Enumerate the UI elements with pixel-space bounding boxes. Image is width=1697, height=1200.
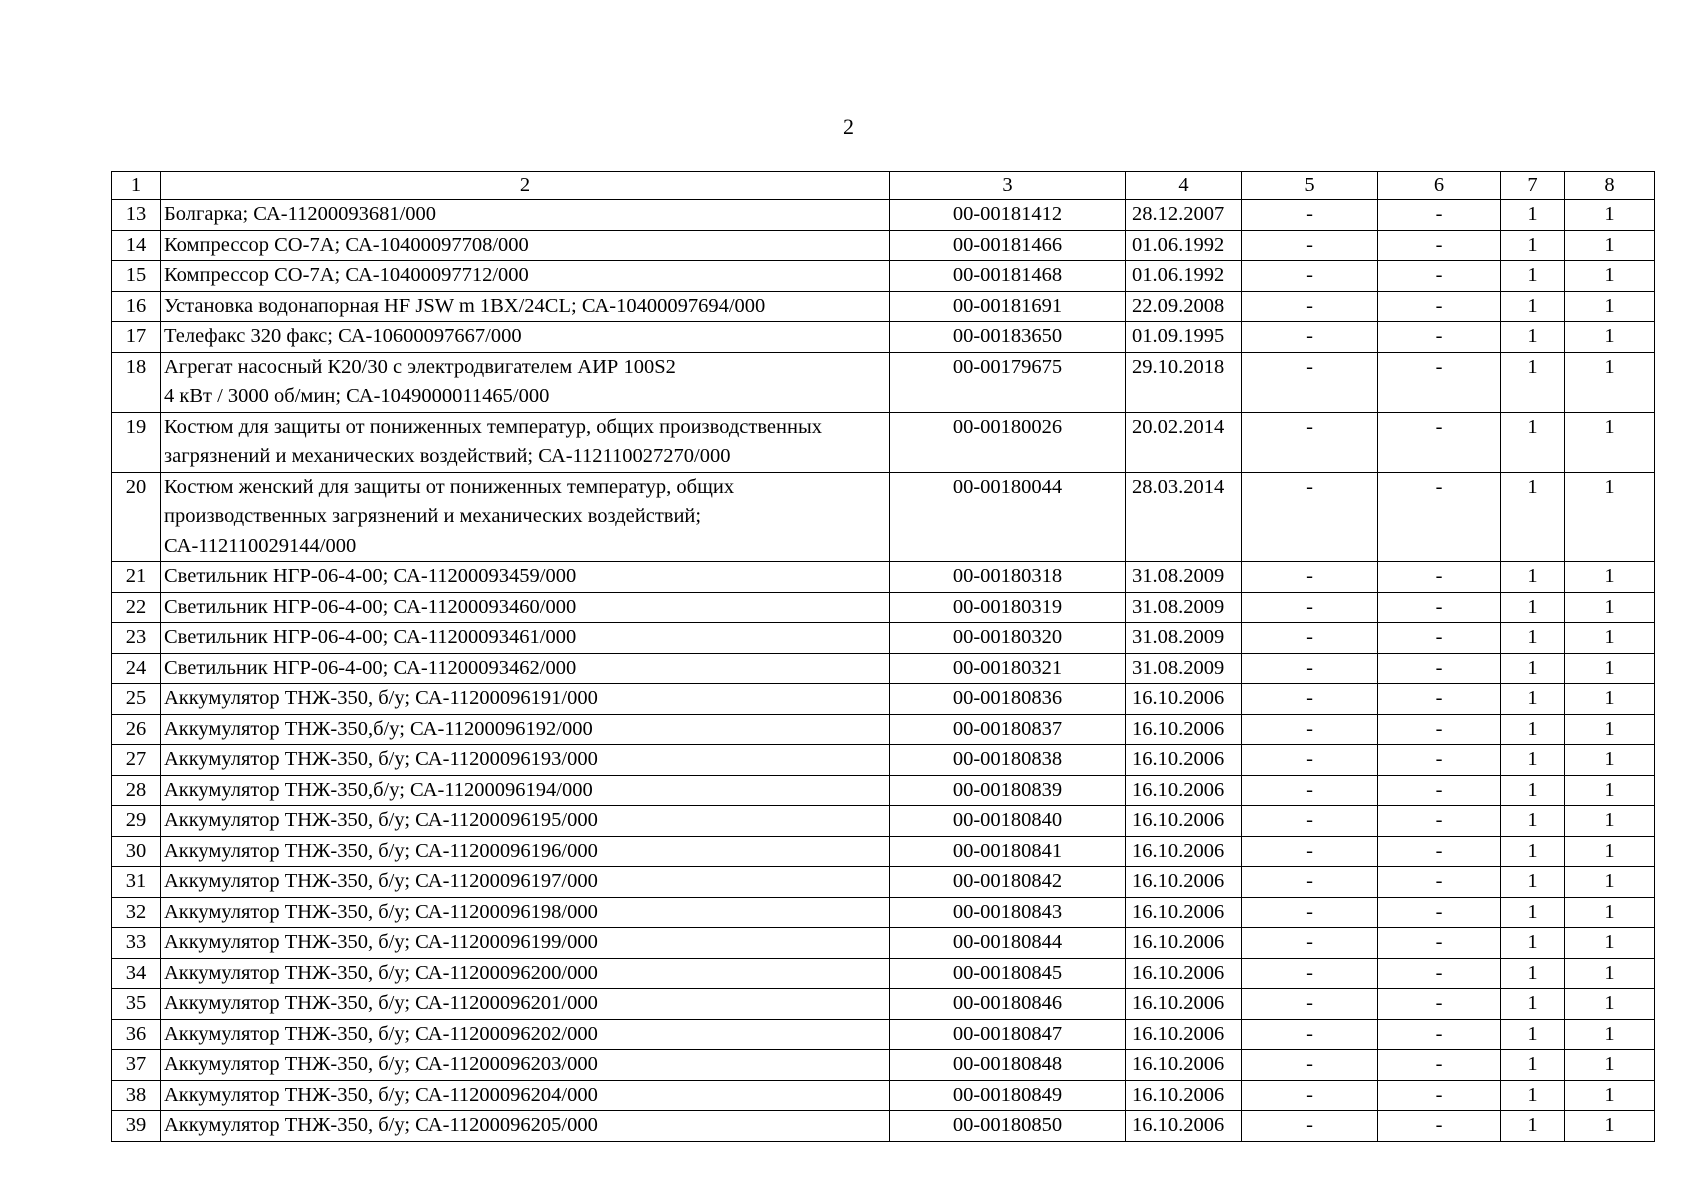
table-row: [112, 322, 1655, 353]
column-7-cell: 1: [1501, 562, 1565, 593]
column-6-cell: -: [1378, 714, 1501, 745]
column-5-cell: -: [1242, 745, 1378, 776]
header-cell-3: 3: [890, 172, 1126, 200]
column-6-cell: -: [1378, 261, 1501, 292]
item-name-line: Светильник НГР-06-4-00; СА-11200093459/000: [164, 565, 577, 587]
item-name-line: Аккумулятор ТНЖ-350,б/у; СА-11200096194/000: [164, 778, 593, 801]
table-row: [112, 775, 1655, 806]
date-cell: 16.10.2006: [1126, 958, 1242, 989]
column-5-cell: -: [1242, 322, 1378, 353]
column-6-cell: -: [1378, 775, 1501, 806]
column-8-cell: 1: [1565, 684, 1655, 715]
table-row: [112, 261, 1655, 292]
column-8-cell: 1: [1565, 200, 1655, 231]
item-name-line: Телефакс 320 факс; СА-10600097667/000: [164, 325, 522, 347]
header-cell-2: 2: [161, 172, 890, 200]
inventory-number-cell: 00-00180320: [890, 623, 1126, 654]
date-cell: 31.08.2009: [1126, 653, 1242, 684]
column-7-cell: 1: [1501, 653, 1565, 684]
inventory-number-cell: 00-00181412: [890, 200, 1126, 231]
column-8-cell: 1: [1565, 592, 1655, 623]
table-row: [112, 200, 1655, 231]
item-name-cell: [161, 775, 890, 806]
item-name-line: Агрегат насосный К20/30 с электродвигателем АИР 100S2: [164, 355, 676, 378]
row-number-cell: 24: [112, 653, 161, 684]
column-6-cell: -: [1378, 200, 1501, 231]
column-5-cell: -: [1242, 653, 1378, 684]
column-8-cell: 1: [1565, 958, 1655, 989]
item-name-line: Аккумулятор ТНЖ-350, б/у; СА-11200096201/000: [164, 992, 598, 1014]
inventory-number-cell: 00-00180839: [890, 775, 1126, 806]
table-row: [112, 352, 1655, 412]
inventory-number-cell: 00-00180847: [890, 1019, 1126, 1050]
inventory-number-cell: 00-00180850: [890, 1111, 1126, 1142]
column-5-cell: -: [1242, 836, 1378, 867]
column-8-cell: 1: [1565, 928, 1655, 959]
table-row: [112, 1080, 1655, 1111]
column-8-cell: 1: [1565, 806, 1655, 837]
row-number-cell: 21: [112, 562, 161, 593]
header-cell-4: 4: [1126, 172, 1242, 200]
date-cell: 01.06.1992: [1126, 261, 1242, 292]
column-6-cell: -: [1378, 653, 1501, 684]
column-7-cell: 1: [1501, 230, 1565, 261]
date-cell: 16.10.2006: [1126, 684, 1242, 715]
column-5-cell: -: [1242, 472, 1378, 562]
row-number-cell: 33: [112, 928, 161, 959]
column-8-cell: 1: [1565, 897, 1655, 928]
column-7-cell: 1: [1501, 684, 1565, 715]
inventory-number-cell: 00-00180319: [890, 592, 1126, 623]
item-name-line: Аккумулятор ТНЖ-350, б/у; СА-11200096205/000: [164, 1114, 598, 1136]
item-name-cell: [161, 472, 890, 562]
inventory-number-cell: 00-00180318: [890, 562, 1126, 593]
item-name-line: загрязнений и механических воздействий; СА-112110027270/000: [164, 445, 731, 467]
item-name-line: Аккумулятор ТНЖ-350, б/у; СА-11200096193/000: [164, 748, 598, 770]
date-cell: 16.10.2006: [1126, 897, 1242, 928]
inventory-number-cell: 00-00179675: [890, 352, 1126, 412]
column-8-cell: 1: [1565, 291, 1655, 322]
row-number-cell: 23: [112, 623, 161, 654]
column-7-cell: 1: [1501, 745, 1565, 776]
column-5-cell: -: [1242, 867, 1378, 898]
column-6-cell: -: [1378, 322, 1501, 353]
row-number-cell: 28: [112, 775, 161, 806]
date-cell: 01.06.1992: [1126, 230, 1242, 261]
column-5-cell: -: [1242, 775, 1378, 806]
date-cell: 20.02.2014: [1126, 412, 1242, 472]
item-name-line: Светильник НГР-06-4-00; СА-11200093462/000: [164, 656, 577, 679]
item-name-cell: [161, 1019, 890, 1050]
item-name-cell: [161, 867, 890, 898]
column-8-cell: 1: [1565, 322, 1655, 353]
item-name-line: Аккумулятор ТНЖ-350, б/у; СА-11200096199/000: [164, 931, 598, 953]
table-row: [112, 623, 1655, 654]
header-cell-7: 7: [1501, 172, 1565, 200]
item-name-line: Аккумулятор ТНЖ-350, б/у; СА-11200096191/000: [164, 687, 598, 709]
inventory-number-cell: 00-00180044: [890, 472, 1126, 562]
item-name-cell: [161, 623, 890, 654]
column-8-cell: 1: [1565, 775, 1655, 806]
item-name-line: Компрессор СО-7А; СА-10400097712/000: [164, 264, 529, 286]
table-row: [112, 897, 1655, 928]
column-6-cell: -: [1378, 230, 1501, 261]
column-6-cell: -: [1378, 684, 1501, 715]
column-8-cell: 1: [1565, 1080, 1655, 1111]
date-cell: 22.09.2008: [1126, 291, 1242, 322]
inventory-number-cell: 00-00180321: [890, 653, 1126, 684]
column-5-cell: -: [1242, 291, 1378, 322]
inventory-number-cell: 00-00180849: [890, 1080, 1126, 1111]
row-number-cell: 35: [112, 989, 161, 1020]
inventory-table: [111, 171, 1655, 1142]
column-7-cell: 1: [1501, 1050, 1565, 1081]
table-row: [112, 836, 1655, 867]
column-7-cell: 1: [1501, 897, 1565, 928]
row-number-cell: 14: [112, 230, 161, 261]
item-name-cell: [161, 684, 890, 715]
column-7-cell: 1: [1501, 592, 1565, 623]
row-number-cell: 25: [112, 684, 161, 715]
column-6-cell: -: [1378, 745, 1501, 776]
table-row: [112, 714, 1655, 745]
table-row: [112, 291, 1655, 322]
table-row: [112, 1111, 1655, 1142]
column-5-cell: -: [1242, 1111, 1378, 1142]
column-8-cell: 1: [1565, 261, 1655, 292]
column-7-cell: 1: [1501, 291, 1565, 322]
item-name-cell: [161, 928, 890, 959]
row-number-cell: 29: [112, 806, 161, 837]
item-name-line: Болгарка; СА-11200093681/000: [164, 203, 437, 225]
row-number-cell: 18: [112, 352, 161, 412]
inventory-number-cell: 00-00180026: [890, 412, 1126, 472]
date-cell: 16.10.2006: [1126, 714, 1242, 745]
column-8-cell: 1: [1565, 472, 1655, 562]
column-7-cell: 1: [1501, 867, 1565, 898]
date-cell: 31.08.2009: [1126, 623, 1242, 654]
item-name-line: Аккумулятор ТНЖ-350, б/у; СА-11200096200/000: [164, 961, 598, 984]
table-row: [112, 230, 1655, 261]
column-8-cell: 1: [1565, 653, 1655, 684]
item-name-line: Установка водонапорная HF JSW m 1BX/24CL; СА-10400097694/000: [164, 294, 766, 317]
column-7-cell: 1: [1501, 200, 1565, 231]
date-cell: 01.09.1995: [1126, 322, 1242, 353]
column-8-cell: 1: [1565, 352, 1655, 412]
column-8-cell: 1: [1565, 230, 1655, 261]
column-8-cell: 1: [1565, 714, 1655, 745]
item-name-line: Костюм женский для защиты от пониженных температур, общих: [164, 475, 735, 498]
column-7-cell: 1: [1501, 958, 1565, 989]
item-name-cell: [161, 836, 890, 867]
inventory-number-cell: 00-00180837: [890, 714, 1126, 745]
date-cell: 16.10.2006: [1126, 1080, 1242, 1111]
date-cell: 31.08.2009: [1126, 592, 1242, 623]
column-6-cell: -: [1378, 928, 1501, 959]
item-name-cell: [161, 291, 890, 322]
column-6-cell: -: [1378, 806, 1501, 837]
column-5-cell: -: [1242, 1050, 1378, 1081]
inventory-number-cell: 00-00180848: [890, 1050, 1126, 1081]
item-name-cell: [161, 261, 890, 292]
column-6-cell: -: [1378, 412, 1501, 472]
item-name-line: Компрессор СО-7А; СА-10400097708/000: [164, 233, 529, 256]
item-name-cell: [161, 653, 890, 684]
column-5-cell: -: [1242, 928, 1378, 959]
inventory-number-cell: 00-00180844: [890, 928, 1126, 959]
row-number-cell: 37: [112, 1050, 161, 1081]
column-8-cell: 1: [1565, 412, 1655, 472]
column-6-cell: -: [1378, 897, 1501, 928]
column-8-cell: 1: [1565, 745, 1655, 776]
column-8-cell: 1: [1565, 836, 1655, 867]
column-7-cell: 1: [1501, 322, 1565, 353]
inventory-number-cell: 00-00181468: [890, 261, 1126, 292]
item-name-line: Аккумулятор ТНЖ-350,б/у; СА-11200096192/000: [164, 717, 593, 740]
column-7-cell: 1: [1501, 1019, 1565, 1050]
inventory-number-cell: 00-00181691: [890, 291, 1126, 322]
column-6-cell: -: [1378, 472, 1501, 562]
table-row: [112, 412, 1655, 472]
column-5-cell: -: [1242, 261, 1378, 292]
column-7-cell: 1: [1501, 412, 1565, 472]
table-row: [112, 806, 1655, 837]
column-6-cell: -: [1378, 291, 1501, 322]
date-cell: 16.10.2006: [1126, 928, 1242, 959]
date-cell: 28.03.2014: [1126, 472, 1242, 562]
column-6-cell: -: [1378, 836, 1501, 867]
table-header-row: [112, 172, 1655, 200]
item-name-line: СА-112110029144/000: [164, 534, 357, 557]
item-name-line: Аккумулятор ТНЖ-350, б/у; СА-11200096203/000: [164, 1053, 598, 1075]
column-7-cell: 1: [1501, 352, 1565, 412]
row-number-cell: 30: [112, 836, 161, 867]
row-number-cell: 27: [112, 745, 161, 776]
column-7-cell: 1: [1501, 1111, 1565, 1142]
column-5-cell: -: [1242, 989, 1378, 1020]
column-6-cell: -: [1378, 989, 1501, 1020]
column-7-cell: 1: [1501, 472, 1565, 562]
column-5-cell: -: [1242, 200, 1378, 231]
column-8-cell: 1: [1565, 1050, 1655, 1081]
item-name-cell: [161, 592, 890, 623]
row-number-cell: 39: [112, 1111, 161, 1142]
item-name-line: Аккумулятор ТНЖ-350, б/у; СА-11200096197/000: [164, 870, 598, 892]
date-cell: 16.10.2006: [1126, 1050, 1242, 1081]
column-7-cell: 1: [1501, 714, 1565, 745]
item-name-cell: [161, 200, 890, 231]
column-6-cell: -: [1378, 352, 1501, 412]
row-number-cell: 17: [112, 322, 161, 353]
column-8-cell: 1: [1565, 867, 1655, 898]
column-5-cell: -: [1242, 592, 1378, 623]
column-5-cell: -: [1242, 897, 1378, 928]
header-cell-1: 1: [112, 172, 161, 200]
table-row: [112, 928, 1655, 959]
column-7-cell: 1: [1501, 1080, 1565, 1111]
item-name-cell: [161, 352, 890, 412]
date-cell: 16.10.2006: [1126, 867, 1242, 898]
table-row: [112, 867, 1655, 898]
item-name-line: Аккумулятор ТНЖ-350, б/у; СА-11200096196/000: [164, 839, 598, 862]
item-name-line: Светильник НГР-06-4-00; СА-11200093460/000: [164, 595, 577, 618]
row-number-cell: 20: [112, 472, 161, 562]
row-number-cell: 34: [112, 958, 161, 989]
column-6-cell: -: [1378, 1080, 1501, 1111]
column-8-cell: 1: [1565, 562, 1655, 593]
row-number-cell: 22: [112, 592, 161, 623]
column-8-cell: 1: [1565, 1019, 1655, 1050]
header-cell-6: 6: [1378, 172, 1501, 200]
column-7-cell: 1: [1501, 806, 1565, 837]
item-name-line: 4 кВт / 3000 об/мин; СА-1049000011465/000: [164, 385, 550, 407]
item-name-cell: [161, 897, 890, 928]
column-7-cell: 1: [1501, 623, 1565, 654]
row-number-cell: 19: [112, 412, 161, 472]
item-name-cell: [161, 958, 890, 989]
item-name-line: Аккумулятор ТНЖ-350, б/у; СА-11200096198/000: [164, 900, 598, 923]
date-cell: 28.12.2007: [1126, 200, 1242, 231]
row-number-cell: 38: [112, 1080, 161, 1111]
row-number-cell: 36: [112, 1019, 161, 1050]
date-cell: 16.10.2006: [1126, 775, 1242, 806]
date-cell: 16.10.2006: [1126, 836, 1242, 867]
row-number-cell: 26: [112, 714, 161, 745]
column-6-cell: -: [1378, 623, 1501, 654]
inventory-number-cell: 00-00180836: [890, 684, 1126, 715]
column-5-cell: -: [1242, 1019, 1378, 1050]
date-cell: 16.10.2006: [1126, 1019, 1242, 1050]
column-5-cell: -: [1242, 562, 1378, 593]
inventory-number-cell: 00-00180838: [890, 745, 1126, 776]
table-row: [112, 989, 1655, 1020]
column-6-cell: -: [1378, 562, 1501, 593]
table-row: [112, 653, 1655, 684]
column-7-cell: 1: [1501, 836, 1565, 867]
item-name-cell: [161, 806, 890, 837]
row-number-cell: 31: [112, 867, 161, 898]
row-number-cell: 13: [112, 200, 161, 231]
column-6-cell: -: [1378, 592, 1501, 623]
table-row: [112, 745, 1655, 776]
table-row: [112, 684, 1655, 715]
column-6-cell: -: [1378, 1019, 1501, 1050]
column-7-cell: 1: [1501, 989, 1565, 1020]
item-name-line: Костюм для защиты от пониженных температур, общих производственных: [164, 415, 822, 438]
item-name-cell: [161, 230, 890, 261]
column-6-cell: -: [1378, 958, 1501, 989]
column-5-cell: -: [1242, 684, 1378, 715]
column-8-cell: 1: [1565, 623, 1655, 654]
date-cell: 16.10.2006: [1126, 806, 1242, 837]
table-body: [112, 172, 1655, 1142]
header-cell-8: 8: [1565, 172, 1655, 200]
column-8-cell: 1: [1565, 1111, 1655, 1142]
date-cell: 16.10.2006: [1126, 745, 1242, 776]
date-cell: 16.10.2006: [1126, 1111, 1242, 1142]
item-name-cell: [161, 745, 890, 776]
item-name-line: производственных загрязнений и механических воздействий;: [164, 505, 702, 527]
header-cell-5: 5: [1242, 172, 1378, 200]
table-row: [112, 958, 1655, 989]
column-6-cell: -: [1378, 1050, 1501, 1081]
table-row: [112, 1050, 1655, 1081]
item-name-cell: [161, 1080, 890, 1111]
date-cell: 29.10.2018: [1126, 352, 1242, 412]
inventory-number-cell: 00-00180840: [890, 806, 1126, 837]
inventory-number-cell: 00-00181466: [890, 230, 1126, 261]
item-name-cell: [161, 989, 890, 1020]
column-5-cell: -: [1242, 958, 1378, 989]
inventory-number-cell: 00-00180841: [890, 836, 1126, 867]
column-7-cell: 1: [1501, 928, 1565, 959]
table-row: [112, 562, 1655, 593]
table-row: [112, 1019, 1655, 1050]
item-name-line: Аккумулятор ТНЖ-350, б/у; СА-11200096195/000: [164, 809, 598, 831]
item-name-line: Светильник НГР-06-4-00; СА-11200093461/000: [164, 626, 577, 648]
page-number: 2: [843, 114, 854, 139]
row-number-cell: 32: [112, 897, 161, 928]
inventory-number-cell: 00-00180845: [890, 958, 1126, 989]
column-5-cell: -: [1242, 352, 1378, 412]
column-5-cell: -: [1242, 806, 1378, 837]
inventory-number-cell: 00-00183650: [890, 322, 1126, 353]
row-number-cell: 16: [112, 291, 161, 322]
column-5-cell: -: [1242, 412, 1378, 472]
column-7-cell: 1: [1501, 775, 1565, 806]
item-name-cell: [161, 562, 890, 593]
inventory-number-cell: 00-00180842: [890, 867, 1126, 898]
date-cell: 31.08.2009: [1126, 562, 1242, 593]
column-5-cell: -: [1242, 1080, 1378, 1111]
column-6-cell: -: [1378, 867, 1501, 898]
item-name-line: Аккумулятор ТНЖ-350, б/у; СА-11200096202/000: [164, 1022, 598, 1045]
table-row: [112, 592, 1655, 623]
inventory-number-cell: 00-00180843: [890, 897, 1126, 928]
row-number-cell: 15: [112, 261, 161, 292]
column-6-cell: -: [1378, 1111, 1501, 1142]
item-name-line: Аккумулятор ТНЖ-350, б/у; СА-11200096204/000: [164, 1083, 598, 1106]
inventory-number-cell: 00-00180846: [890, 989, 1126, 1020]
table-row: [112, 472, 1655, 562]
item-name-cell: [161, 714, 890, 745]
item-name-cell: [161, 1111, 890, 1142]
date-cell: 16.10.2006: [1126, 989, 1242, 1020]
column-5-cell: -: [1242, 714, 1378, 745]
column-8-cell: 1: [1565, 989, 1655, 1020]
item-name-cell: [161, 322, 890, 353]
item-name-cell: [161, 412, 890, 472]
column-7-cell: 1: [1501, 261, 1565, 292]
column-5-cell: -: [1242, 230, 1378, 261]
item-name-cell: [161, 1050, 890, 1081]
column-5-cell: -: [1242, 623, 1378, 654]
